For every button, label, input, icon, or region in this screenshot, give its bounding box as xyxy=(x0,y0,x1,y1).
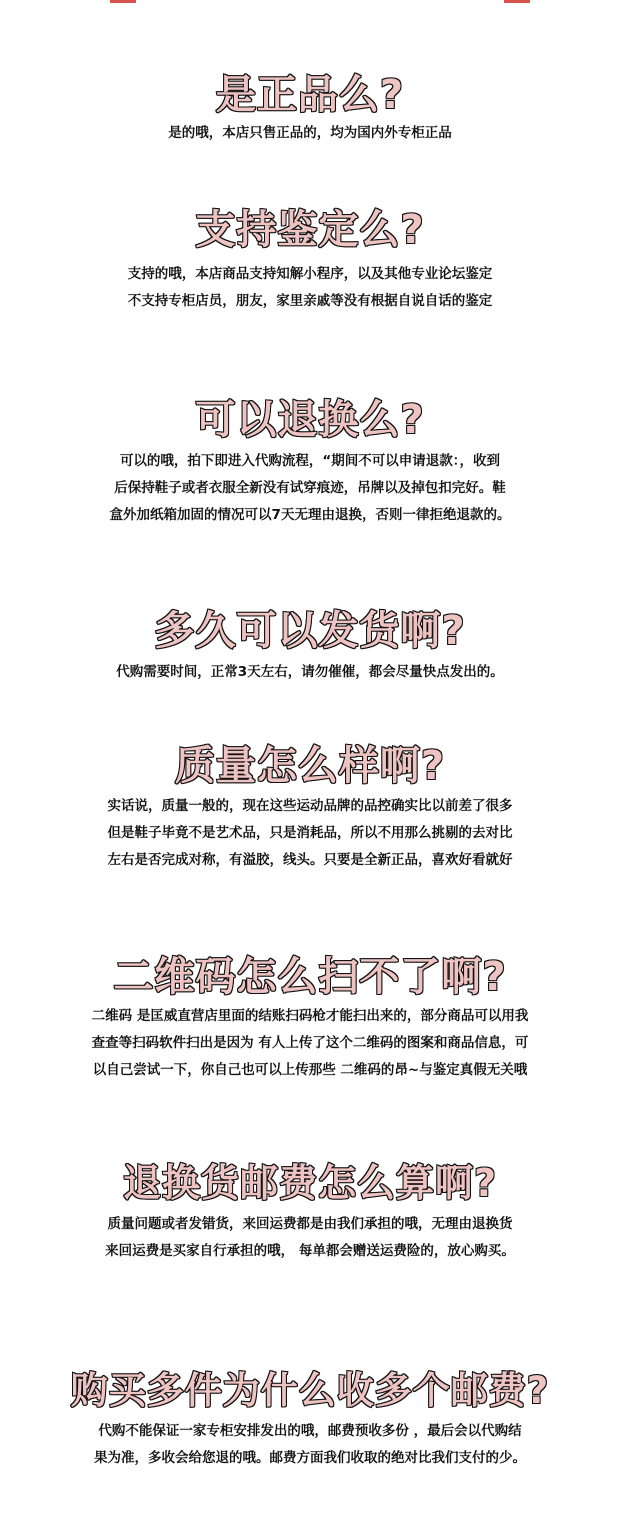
faq-answer xyxy=(0,1003,620,1084)
answer-line: 支持的哦，本店商品支持知解小程序，以及其他专业论坛鉴定 xyxy=(127,266,493,282)
faq-question: 质量怎么样啊? xyxy=(174,743,446,789)
answer-line: 可以的哦，拍下即进入代购流程，“期间不可以申请退款：，收到 xyxy=(119,453,501,469)
answer-line: 后保持鞋子或者衣服全新没有试穿痕迹，吊牌以及掉包扣完好。鞋 xyxy=(114,480,506,496)
answer-line: 但是鞋子毕竟不是艺术品，只是消耗品，所以不用那么挑剔的去对比 xyxy=(107,825,513,841)
answer-line: 是的哦，本店只售正品的，均为国内外专柜正品 xyxy=(168,125,452,141)
faq-item-quality xyxy=(0,743,620,874)
faq-question: 购买多件为什么收多个邮费? xyxy=(70,1369,550,1412)
faq-answer xyxy=(0,659,620,686)
faq-item-genuine xyxy=(0,72,620,147)
faq-item-qr-code xyxy=(0,954,620,1084)
top-left-accent xyxy=(110,0,136,3)
faq-item-multiple-shipping xyxy=(0,1370,620,1472)
top-right-accent xyxy=(504,0,530,3)
faq-item-shipping-time xyxy=(0,608,620,686)
answer-line: 果为准，多收会给您退的哦。邮费方面我们收取的绝对比我们支付的少。 xyxy=(94,1449,526,1466)
faq-answer xyxy=(0,1211,620,1265)
answer-line: 以自己尝试一下，你自己也可以上传那些 二维码的昂~与鉴定真假无关哦 xyxy=(92,1062,528,1078)
answer-line: 左右是否完成对称，有溢胶，线头。只要是全新正品，喜欢好看就好 xyxy=(107,852,513,868)
faq-question: 二维码怎么扫不了啊? xyxy=(113,954,507,1000)
faq-question: 支持鉴定么? xyxy=(195,207,425,253)
faq-question: 退换货邮费怎么算啊? xyxy=(122,1161,498,1205)
answer-line: 质量问题或者发错货，来回运费都是由我们承担的哦，无理由退换货 xyxy=(107,1215,513,1232)
answer-line: 来回运费是买家自行承担的哦， 每单都会赠送运费险的，放心购买。 xyxy=(105,1242,515,1259)
faq-item-return xyxy=(0,397,620,529)
faq-answer xyxy=(0,120,620,147)
answer-line: 二维码 是匡威直营店里面的结账扫码枪才能扫出来的，部分商品可以用我 xyxy=(91,1008,529,1024)
faq-question: 多久可以发货啊? xyxy=(154,608,466,654)
faq-question: 可以退换么? xyxy=(195,397,425,443)
answer-line: 实话说，质量一般的，现在这些运动品牌的品控确实比以前差了很多 xyxy=(107,798,513,814)
faq-item-authentication xyxy=(0,207,620,315)
answer-line: 代购需要时间，正常3天左右，请勿催催，都会尽量快点发出的。 xyxy=(116,664,504,680)
answer-line: 不支持专柜店员，朋友，家里亲戚等没有根据自说自话的鉴定 xyxy=(127,293,493,309)
faq-answer xyxy=(0,448,620,529)
answer-line: 代购不能保证一家专柜安排发出的哦，邮费预收多份 ，最后会以代购结 xyxy=(98,1422,522,1439)
faq-answer xyxy=(0,261,620,315)
faq-answer xyxy=(0,793,620,874)
answer-line: 盒外加纸箱加固的情况可以7天无理由退换，否则一律拒绝退款的。 xyxy=(109,507,511,523)
answer-line: 查查等扫码软件扫出是因为 有人上传了这个二维码的图案和商品信息，可 xyxy=(91,1035,529,1051)
faq-item-return-shipping xyxy=(0,1162,620,1265)
faq-answer xyxy=(0,1418,620,1472)
faq-question: 是正品么? xyxy=(215,72,405,118)
